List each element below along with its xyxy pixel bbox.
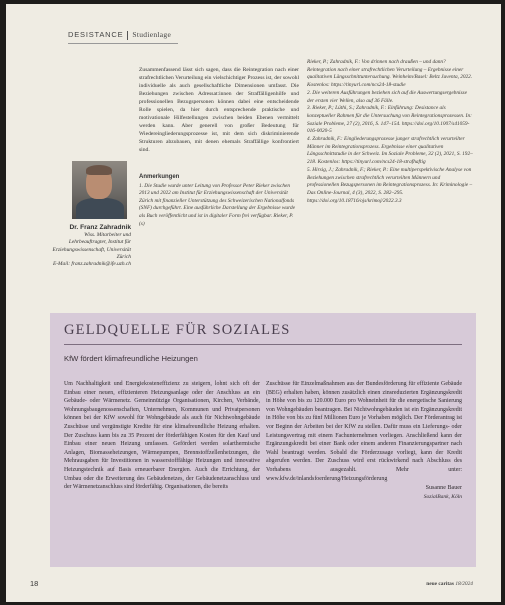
author-info — [51, 224, 131, 268]
reference-item: 2. Die weiteren Ausführungen beziehen sich auf die Auswertungsergebnisse der ersten vier Wellen, also auf 36 Fälle. — [307, 89, 467, 104]
reference-item: 5. Hirsig, J.; Zahradnik, F.; Rieker, P.: Eine multiperspektivische Analyse von Beziehungen zwischen strafrechtlich verurteilten Männern und professionellen Bezugspersonen im Reintegrationsprozess. In: Kriminologie – Das Online-Journal, 4 (3), 2022, S. 282–295. https://doi.org/10.18716/ojs/krimoj/2022.3.3 — [307, 166, 473, 204]
footnote: 1. Die Studie wurde unter Leitung von Professor Peter Rieker zwischen 2013 und 2022 am Institut für Erziehungswissenschaft der Universität Zürich mit finanzieller Unterstützung des Schweizerischen Nationalfonds (SNF) durchgeführt. Eine ausführliche Darstellung der Ergebnisse wurde als Buch veröffentlicht und ist in digitaler Form frei verfügbar. Rieker, P. (s) — [139, 182, 295, 227]
magazine-page — [6, 4, 501, 602]
article-column-left — [139, 66, 299, 228]
box-signature-org: SozialBank, Köln — [423, 493, 462, 500]
running-header — [68, 30, 171, 40]
issue-number: 18/2024 — [455, 581, 473, 587]
section-label: DESISTANCE — [68, 30, 124, 39]
header-rule — [68, 43, 178, 44]
box-paragraph: Um Nachhaltigkeit und Energiekosteneffizienz zu steigern, lohnt sich oft der Einbau einer neuen, effizienteren Heizungsanlage oder der Anschluss an ein Gebäude- oder Wärmenetz. Gemeinnützige Organisationen, Kirchen, Verbände, Wohnungsbaugenossenschaften, Unternehmen, Kommunen und Privatpersonen können bei der KfW sowohl für Wohngebäude als auch für Nichtwohngebäude Zuschüsse und vergünstigte Kredite für eine klimafreundliche Heizung erhalten. Der Zuschuss kann bis zu 35 Prozent der förderfähigen Kosten für den Kauf und Einbau einer neuen Heizung umfassen. Gefördert werden solarthermische Anlagen, Biomasseheizungen, Wärmepumpen, Brennstoffzellenheizungen, die Mehrausgaben für Investitionen in wasserstofffähige Heizungen und innovative Heizungstechnik auf Basis erneuerbarer Energien. Auch die Errichtung, der Umbau oder die Erweiterung des Gebäudenetzes, der Gebäudenetzanschluss und der Wärmenetzanschluss sind förderfähig. Organisationen, die bereits — [64, 381, 260, 491]
photo-shoulders — [76, 198, 124, 219]
article-paragraph: Zusammenfassend lässt sich sagen, dass die Reintegration nach einer strafrechtlichen Verurteilung ein vielschichtiger Prozess ist, der sowohl individuelle als auch gesellschaftliche Dimensionen umfasst. Die Beziehungen zwischen Adressat:innen der Straffälligenhilfe und professionellen Bezugspersonen können dabei eine entscheidende Rolle spielen, da hier durch entsprechende praktische und motivationale Hilfestellungen zwischen beiden Ebenen vermittelt werden kann. Aber generell von großer Bedeutung für Wiedereingliederungsprozesse ist, mit dem sich diskriminierende Strukturen abzubauen, mit denen ehemals Straffällige konfrontiert sind. — [139, 67, 299, 154]
box-column-left — [64, 380, 260, 492]
author-photo — [72, 161, 127, 219]
photo-hair — [86, 165, 112, 175]
box-subtitle: KfW fördert klimafreundliche Heizungen — [64, 354, 198, 363]
subsection-label: Studienlage — [132, 30, 172, 39]
box-signature: Susanne Bauer — [425, 485, 462, 492]
author-name: Dr. Franz Zahradnik — [69, 224, 131, 231]
magazine-issue — [426, 581, 473, 587]
box-column-right — [266, 380, 462, 501]
author-bio: Wiss. Mitarbeiter und Lehrbeauftragter, Institut für Erziehungswissenschaft, Universität Zürich — [52, 232, 131, 260]
box-rule — [64, 344, 462, 345]
page-number: 18 — [30, 579, 39, 588]
reference-item: 3. Rieker, P.; Lüthi, S.; Zahradnik, F.: Einführung: Desistance als konzeptueller Rahmen für die Untersuchung von Reintegrationsprozessen. In: Soziale Probleme, 27 (2), 2016, S. 147–154. https://doi.org/10.1007/s41059-016-0020-5 — [307, 105, 472, 135]
sidebar-box — [50, 313, 476, 567]
magazine-name: neue caritas — [426, 581, 454, 587]
header-divider — [127, 31, 128, 40]
box-title: GELDQUELLE FÜR SOZIALES — [64, 322, 291, 338]
box-paragraph: Zuschüsse für Einzelmaßnahmen aus der Bundesförderung für effiziente Gebäude (BEG) erhalten haben, können zusätzlich einen zinsreduzierten Ergänzungskredit in Höhe von bis zu 120.000 Euro pro Wohneinheit für die energetische Sanierung von Wohngebäuden beantragen. Bei Nichtwohngebäuden ist ein Ergänzungskredit in Höhe von bis zu fünf Millionen Euro je Vorhaben möglich. Der Förderantrag ist vor Beginn der Arbeiten bei der KfW zu stellen. Dafür muss ein Lieferungs- oder Leistungsvertrag mit einem Fachunternehmen vorliegen. Anschließend kann der Ergänzungskredit bei einer Bank oder einem anderen Finanzierungspartner nach Wahl beantragt werden. Sobald die Förderzusage vorliegt, kann der Kredit abgerufen werden. Der Zuschuss wird erst rückwirkend nach Abschluss des Vorhabens ausgezahlt. Mehr unter: www.kfw.de/inlandsfoerderung/Heizungsförderung — [266, 381, 462, 482]
reference-item: Rieker, P.; Zahradnik, F.: Von drinnen nach draußen – und dann? Reintegration nach einer strafrechtlichen Verurteilung – Ergebnisse einer qualitativen Längsschnittuntersuchung. Weinheim/Basel: Beltz Juventa, 2022. Kostenlos: https://tinyurl.com/ncs24-18-studie — [307, 59, 473, 89]
article-column-right — [307, 59, 473, 205]
reference-item: 4. Zahradnik, F.: Eingliederungsprozesse junger strafrechtlich verurteilter Männer im Reintegrationsprozess. Ergebnisse einer qualitativen Längsschnittstudie in der Schweiz. Im Soziale Probleme, 32 (2), 2021, S. 192–218. Kostenlos: https://tinyurl.com/ncs24-18-strafhaftig — [307, 136, 473, 166]
author-email: E-Mail: franz.zahradnik@ife.uzh.ch — [52, 261, 131, 268]
notes-heading: Anmerkungen — [139, 173, 180, 180]
